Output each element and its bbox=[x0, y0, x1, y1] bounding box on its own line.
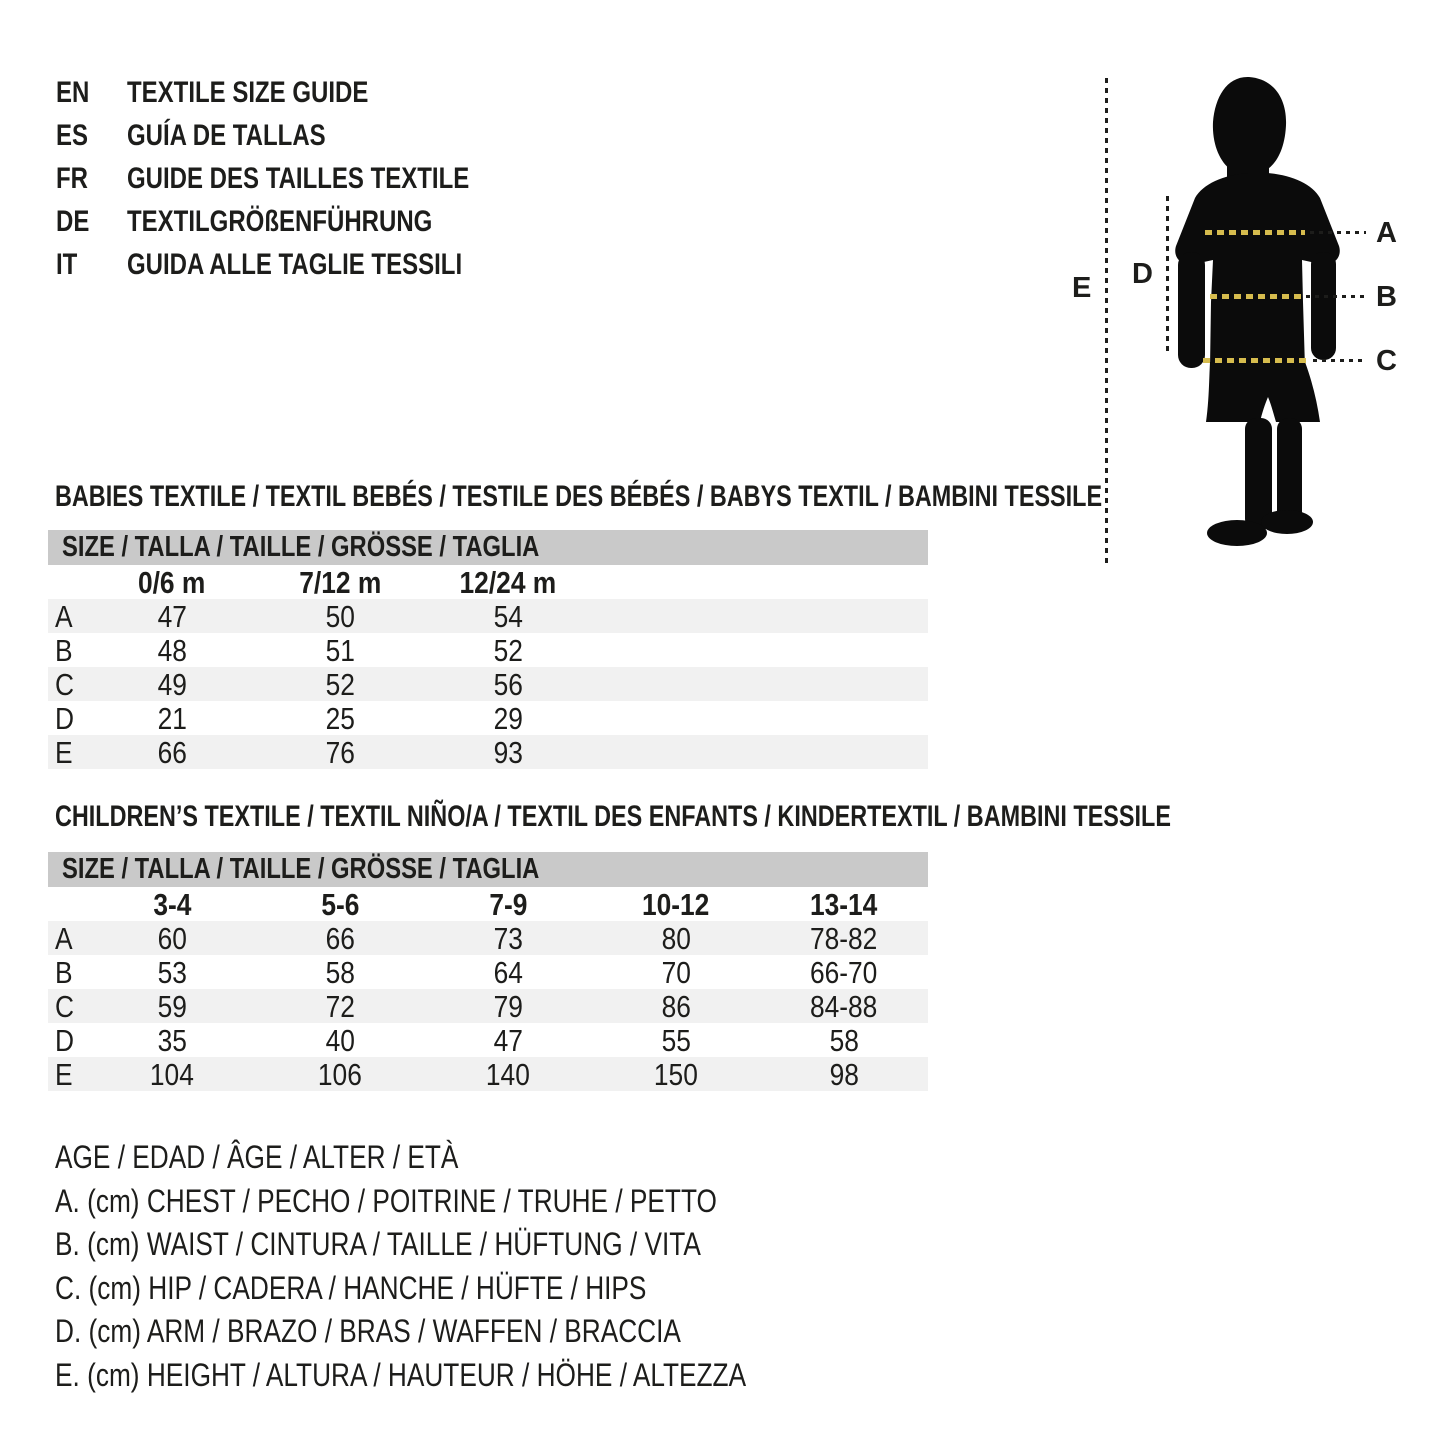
row-label: A bbox=[55, 921, 73, 956]
table-row bbox=[48, 921, 928, 955]
cell-value: 59 bbox=[157, 989, 187, 1024]
row-label: B bbox=[55, 955, 73, 990]
language-row-en bbox=[56, 71, 555, 114]
cell-value: 49 bbox=[157, 667, 187, 702]
chest-measure-leader bbox=[1310, 231, 1366, 234]
guide-title-es: GUÍA DE TALLAS bbox=[127, 118, 326, 152]
legend-line-chest: A. (cm) CHEST / PECHO / POITRINE / TRUHE / PETTO bbox=[55, 1182, 717, 1219]
cell-value: 80 bbox=[661, 921, 691, 956]
table-row bbox=[48, 989, 928, 1023]
cell-value: 140 bbox=[486, 1057, 530, 1092]
column-header: 0/6 m bbox=[138, 565, 206, 600]
legend-line-hip: C. (cm) HIP / CADERA / HANCHE / HÜFTE / HIPS bbox=[55, 1269, 647, 1306]
cell-value: 98 bbox=[829, 1057, 859, 1092]
table-row bbox=[48, 667, 928, 701]
hip-measure-leader bbox=[1313, 359, 1366, 362]
column-header: 5-6 bbox=[320, 887, 360, 922]
cell-value: 56 bbox=[493, 667, 523, 702]
row-label: D bbox=[55, 1023, 75, 1058]
children-section-title: CHILDREN’S TEXTILE / TEXTIL NIÑO/A / TEXTIL DES ENFANTS / KINDERTEXTIL / BAMBINI TESSILE bbox=[55, 800, 1171, 833]
column-header: 12/24 m bbox=[459, 565, 557, 600]
cell-value: 29 bbox=[493, 701, 523, 736]
cell-value: 54 bbox=[493, 599, 523, 634]
hip-measure-dashes bbox=[1203, 358, 1309, 363]
language-row-de bbox=[56, 200, 555, 243]
guide-title-de: TEXTILGRÖßENFÜHRUNG bbox=[127, 204, 433, 238]
column-header: 7-9 bbox=[488, 887, 528, 922]
table-row bbox=[48, 701, 928, 735]
children-size-header-bar: SIZE / TALLA / TAILLE / GRÖSSE / TAGLIA bbox=[48, 852, 928, 887]
cell-value: 150 bbox=[654, 1057, 698, 1092]
cell-value: 21 bbox=[157, 701, 187, 736]
row-label: C bbox=[55, 667, 75, 702]
cell-value: 93 bbox=[493, 735, 523, 770]
cell-value: 76 bbox=[325, 735, 355, 770]
cell-value: 47 bbox=[493, 1023, 523, 1058]
arm-measure-label: D bbox=[1132, 258, 1153, 290]
legend-line-waist: B. (cm) WAIST / CINTURA / TAILLE / HÜFTUNG / VITA bbox=[55, 1226, 701, 1263]
children-size-table bbox=[48, 852, 928, 1091]
column-header: 10-12 bbox=[642, 887, 710, 922]
cell-value: 35 bbox=[157, 1023, 187, 1058]
cell-value: 47 bbox=[157, 599, 187, 634]
cell-value: 79 bbox=[493, 989, 523, 1024]
language-row-it bbox=[56, 243, 555, 286]
guide-title-it: GUIDA ALLE TAGLIE TESSILI bbox=[127, 247, 463, 281]
table-row bbox=[48, 1057, 928, 1091]
waist-measure-leader bbox=[1306, 295, 1366, 298]
cell-value: 40 bbox=[325, 1023, 355, 1058]
language-row-es bbox=[56, 114, 555, 157]
waist-measure-label: B bbox=[1376, 281, 1397, 313]
chest-measure-dashes bbox=[1205, 230, 1305, 235]
table-row bbox=[48, 1023, 928, 1057]
row-label: A bbox=[55, 599, 73, 634]
waist-measure-dashes bbox=[1210, 294, 1302, 299]
cell-value: 52 bbox=[325, 667, 355, 702]
row-label: E bbox=[55, 735, 73, 770]
row-label: E bbox=[55, 1057, 73, 1092]
legend-line-arm: D. (cm) ARM / BRAZO / BRAS / WAFFEN / BRACCIA bbox=[55, 1313, 681, 1350]
row-label: B bbox=[55, 633, 73, 668]
language-code: DE bbox=[56, 204, 90, 238]
babies-section-title: BABIES TEXTILE / TEXTIL BEBÉS / TESTILE DES BÉBÉS / BABYS TEXTIL / BAMBINI TESSILE bbox=[55, 480, 1103, 513]
babies-size-table bbox=[48, 530, 928, 769]
cell-value: 86 bbox=[661, 989, 691, 1024]
cell-value: 53 bbox=[157, 955, 187, 990]
chest-measure-label: A bbox=[1376, 217, 1397, 249]
language-row-fr bbox=[56, 157, 555, 200]
column-header: 7/12 m bbox=[298, 565, 382, 600]
cell-value: 50 bbox=[325, 599, 355, 634]
column-header: 3-4 bbox=[152, 887, 192, 922]
cell-value: 70 bbox=[661, 955, 691, 990]
cell-value: 66 bbox=[325, 921, 355, 956]
hip-measure-label: C bbox=[1376, 345, 1397, 377]
legend-line-height: E. (cm) HEIGHT / ALTURA / HAUTEUR / HÖHE / ALTEZZA bbox=[55, 1356, 747, 1393]
table-row bbox=[48, 599, 928, 633]
column-header: 13-14 bbox=[810, 887, 878, 922]
cell-value: 25 bbox=[325, 701, 355, 736]
guide-title-en: TEXTILE SIZE GUIDE bbox=[127, 75, 369, 109]
row-label: D bbox=[55, 701, 75, 736]
cell-value: 73 bbox=[493, 921, 523, 956]
cell-value: 55 bbox=[661, 1023, 691, 1058]
cell-value: 78-82 bbox=[810, 921, 878, 956]
cell-value: 72 bbox=[325, 989, 355, 1024]
table-row bbox=[48, 735, 928, 769]
language-code: FR bbox=[56, 161, 88, 195]
cell-value: 106 bbox=[318, 1057, 362, 1092]
language-titles-block bbox=[56, 71, 555, 286]
language-code: EN bbox=[56, 75, 90, 109]
cell-value: 48 bbox=[157, 633, 187, 668]
babies-size-header-bar: SIZE / TALLA / TAILLE / GRÖSSE / TAGLIA bbox=[48, 530, 928, 565]
cell-value: 58 bbox=[829, 1023, 859, 1058]
language-code: IT bbox=[56, 247, 78, 281]
measurement-legend bbox=[55, 1136, 898, 1397]
children-column-header-row bbox=[48, 887, 928, 921]
cell-value: 60 bbox=[157, 921, 187, 956]
cell-value: 104 bbox=[150, 1057, 194, 1092]
language-code: ES bbox=[56, 118, 89, 152]
legend-line-age: AGE / EDAD / ÂGE / ALTER / ETÀ bbox=[55, 1139, 459, 1176]
table-row bbox=[48, 633, 928, 667]
row-label: C bbox=[55, 989, 75, 1024]
cell-value: 51 bbox=[325, 633, 355, 668]
cell-value: 52 bbox=[493, 633, 523, 668]
cell-value: 58 bbox=[325, 955, 355, 990]
cell-value: 64 bbox=[493, 955, 523, 990]
babies-column-header-row bbox=[48, 565, 928, 599]
cell-value: 66-70 bbox=[810, 955, 878, 990]
table-row bbox=[48, 955, 928, 989]
cell-value: 84-88 bbox=[810, 989, 878, 1024]
cell-value: 66 bbox=[157, 735, 187, 770]
height-measure-label: E bbox=[1072, 272, 1092, 304]
guide-title-fr: GUIDE DES TAILLES TEXTILE bbox=[127, 161, 470, 195]
